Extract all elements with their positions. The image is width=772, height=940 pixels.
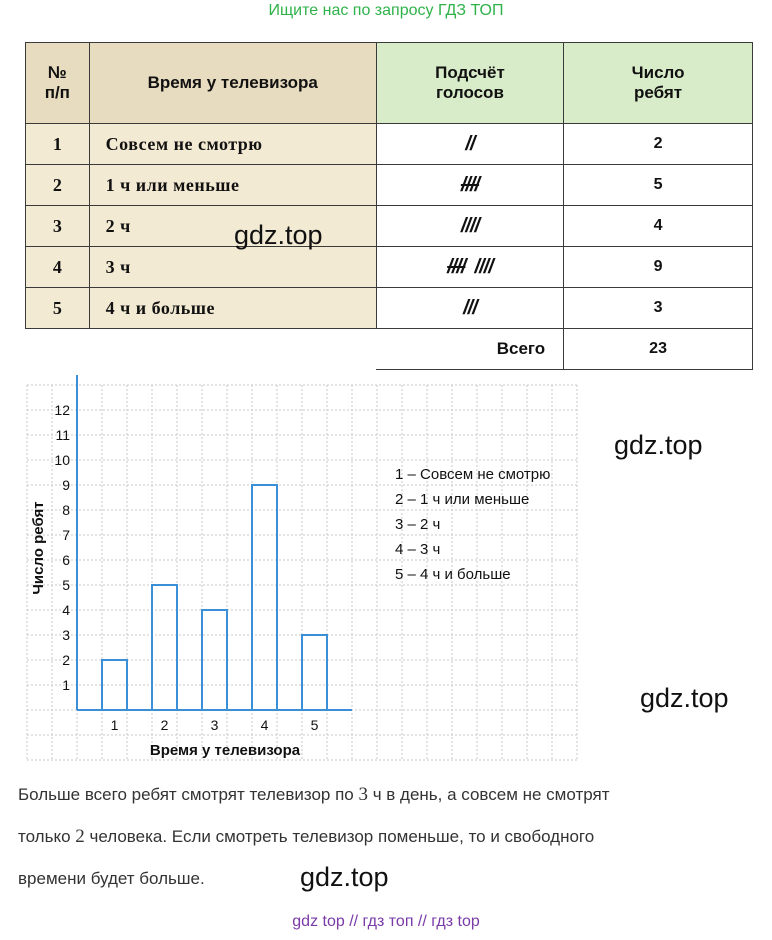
x-tick-label: 3 (210, 717, 219, 733)
row-count: 5 (564, 165, 753, 206)
y-tick-label: 12 (54, 402, 70, 418)
bar (252, 485, 277, 710)
watermark: gdz.top (300, 862, 389, 892)
legend-item: 3 – 2 ч (395, 516, 441, 533)
tally-marks: /// (463, 296, 477, 319)
para-text: человека. Если смотреть телевизор поменьше, то и свободного (84, 827, 595, 846)
x-tick-label: 4 (260, 717, 269, 733)
row-num: 3 (26, 206, 90, 247)
total-blank (89, 329, 376, 370)
row-num: 5 (26, 288, 90, 329)
survey-table (25, 42, 753, 370)
header-num-line2: п/п (44, 83, 70, 102)
row-tally (376, 206, 563, 247)
y-tick-label: 10 (54, 452, 70, 468)
y-tick-label: 5 (62, 577, 70, 593)
total-label: Всего (376, 329, 563, 370)
row-tally (376, 124, 563, 165)
top-banner: Ищите нас по запросу ГДЗ ТОП (268, 2, 504, 19)
para-text: только (18, 827, 76, 846)
table-row (26, 288, 753, 329)
row-time: 2 ч (89, 206, 376, 247)
row-num: 2 (26, 165, 90, 206)
y-tick-label: 9 (62, 477, 70, 493)
row-count: 9 (564, 247, 753, 288)
y-tick-label: 7 (62, 527, 70, 543)
row-tally (376, 165, 563, 206)
header-tally (376, 43, 563, 124)
para-text: ч в день, а совсем не смотрят (367, 785, 610, 804)
tally-marks: //// (460, 173, 480, 196)
para-text: Больше всего ребят смотрят телевизор по (18, 785, 359, 804)
legend-item: 1 – Совсем не смотрю (395, 466, 551, 483)
header-count-line1: Число (631, 63, 685, 82)
header-tally-line2: голосов (436, 83, 504, 102)
total-blank (26, 329, 90, 370)
header-tally-line1: Подсчёт (435, 63, 505, 82)
table-row (26, 124, 753, 165)
row-tally (376, 288, 563, 329)
table-header-row (26, 43, 753, 124)
para-number: 2 (75, 826, 85, 847)
tally-marks: //// (460, 214, 480, 237)
bar (302, 635, 327, 710)
row-count: 2 (564, 124, 753, 165)
row-tally (376, 247, 563, 288)
tally-marks: //// (447, 255, 466, 278)
header-time: Время у телевизора (89, 43, 376, 124)
row-time: 1 ч или меньше (89, 165, 376, 206)
tally-marks-extra: //// (474, 255, 493, 278)
y-axis-title: Число ребят (30, 501, 47, 595)
x-tick-label: 5 (310, 717, 319, 733)
row-time: 4 ч и больше (89, 288, 376, 329)
header-count-line2: ребят (634, 83, 683, 102)
watermark: gdz.top (640, 683, 729, 713)
bar (152, 585, 177, 710)
total-value: 23 (564, 329, 753, 370)
table-total-row (26, 329, 753, 370)
tally-marks: // (465, 132, 475, 155)
x-tick-label: 2 (160, 717, 169, 733)
watermark: gdz.top (234, 220, 323, 250)
header-num-line1: № (47, 63, 67, 82)
y-tick-label: 1 (62, 677, 70, 693)
row-count: 4 (564, 206, 753, 247)
legend-item: 4 – 3 ч (395, 541, 441, 558)
legend-item: 2 – 1 ч или меньше (395, 491, 530, 508)
row-num: 4 (26, 247, 90, 288)
para-number: 3 (358, 784, 368, 805)
row-num: 1 (26, 124, 90, 165)
chart-legend (395, 462, 550, 587)
legend-item: 5 – 4 ч и больше (395, 566, 511, 583)
para-text: времени будет больше. (18, 869, 205, 888)
row-count: 3 (564, 288, 753, 329)
watermark: gdz.top (614, 430, 703, 460)
x-axis-title: Время у телевизора (149, 742, 301, 759)
header-count (564, 43, 753, 124)
x-tick-label: 1 (110, 717, 119, 733)
footer-links: gdz top // гдз топ // гдз top (292, 913, 480, 930)
y-tick-label: 6 (62, 552, 70, 568)
table-row (26, 247, 753, 288)
y-tick-label: 8 (62, 502, 70, 518)
y-tick-label: 3 (62, 627, 70, 643)
y-tick-label: 4 (62, 602, 70, 618)
table-row (26, 206, 753, 247)
conclusion-paragraph (18, 774, 758, 900)
row-time: 3 ч (89, 247, 376, 288)
table-row (26, 165, 753, 206)
y-tick-label: 11 (55, 427, 70, 443)
y-tick-label: 2 (62, 652, 70, 668)
header-num (26, 43, 90, 124)
row-time: Совсем не смотрю (89, 124, 376, 165)
